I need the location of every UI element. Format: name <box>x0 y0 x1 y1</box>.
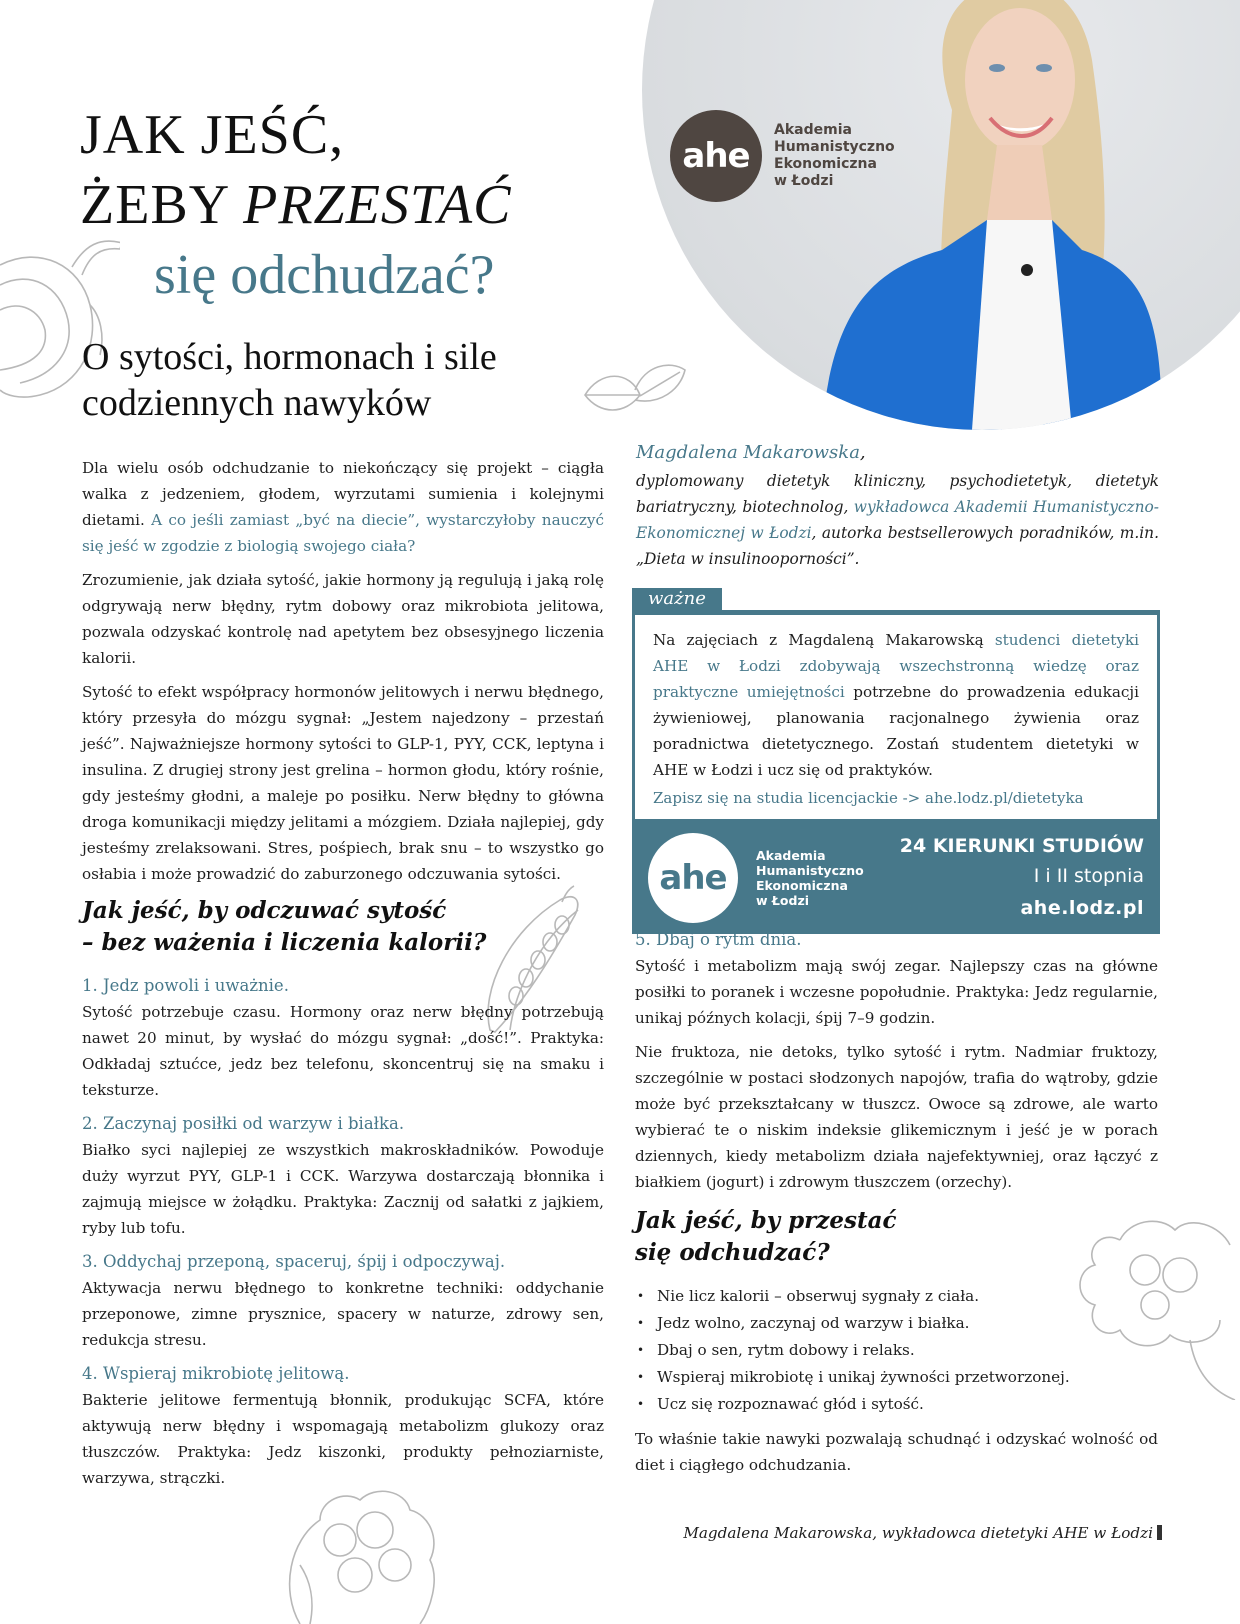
title-line-3: się odchudzać? <box>154 244 495 306</box>
list-item: • Jedz wolno, zaczynaj od warzyw i białka. <box>635 1310 1158 1337</box>
article-title <box>80 100 640 310</box>
step-title: 4. Wspieraj mikrobiotę jelitową. <box>82 1364 350 1383</box>
title-line-1: JAK JEŚĆ, <box>80 104 345 166</box>
author-photo <box>642 0 1240 430</box>
list-item: • Nie licz kalorii – obserwuj sygnały z ciała. <box>635 1283 1158 1310</box>
banner-headline: 24 KIERUNKI STUDIÓW <box>899 835 1144 857</box>
list-item: • Dbaj o sen, rytm dobowy i relaks. <box>635 1337 1158 1364</box>
author-portrait-illustration <box>642 0 1240 430</box>
banner-website-link[interactable]: ahe.lodz.pl <box>1020 897 1144 919</box>
left-column <box>82 455 604 1499</box>
article-subtitle: O sytości, hormonach i sile codziennych nawyków <box>82 336 497 424</box>
step-title: 1. Jedz powoli i uważnie. <box>82 976 289 995</box>
important-box <box>632 588 1160 934</box>
step-2 <box>82 1111 604 1241</box>
step-title: 2. Zaczynaj posiłki od warzyw i białka. <box>82 1114 405 1133</box>
important-tab-label: ważne <box>632 588 722 610</box>
ahe-logo-wordmark: Akademia Humanistyczno Ekonomiczna w Łodzi <box>774 122 895 189</box>
section1-heading: Jak jeść, by odczuwać sytość – bez ważenia i liczenia kalorii? <box>82 897 487 956</box>
step-4 <box>82 1361 604 1491</box>
article-signature: Magdalena Makarowska, wykładowca dietetyki AHE w Łodzi <box>640 1520 1162 1546</box>
fructose-paragraph: Nie fruktoza, nie detoks, tylko sytość i rytm. Nadmiar fruktozy, szczególnie w postaci słodzonych napojów, trafia do wątroby, gdzie może być przekształcany w tłuszcz. Owoce są zdrowe, ale warto wybierać te o niskim indeksie glikemicznym i jeść je w porach dziennych, kiedy metabolizm działa najefektywniej, oraz łączyć z białkiem (jogurt) i zdrowym tłuszczem (orzechy). <box>635 1043 1158 1191</box>
author-bio: Magdalena Makarowska, dyplomowany dietetyk kliniczny, psychodietetyk, dietetyk bariatryczny, biotechnolog, wykładowca Akademii Humanistyczno-Ekonomicznej w Łodzi, autorka bestsellerowych poradników, m.in. „Dieta w insulinooporności”. <box>636 442 1159 568</box>
banner-text <box>900 831 1144 925</box>
ahe-promo-banner[interactable] <box>632 822 1160 934</box>
intro-paragraph-2: Zrozumienie, jak działa sytość, jakie hormony ją regulują i jaką rolę odgrywają nerw błędny, rytm dobowy oraz mikrobiota jelitowa, pozwala odzyskać kontrolę nad apetytem bez obsesyjnego liczenia kalorii. <box>82 571 604 667</box>
closing-paragraph: To właśnie takie nawyki pozwalają schudnąć i odzyskać wolność od diet i ciągłego odchudzania. <box>635 1430 1158 1474</box>
list-item: • Ucz się rozpoznawać głód i sytość. <box>635 1391 1158 1418</box>
enroll-link[interactable]: Zapisz się na studia licencjackie -> ahe.lodz.pl/dietetyka <box>653 789 1084 807</box>
intro-paragraph-3: Sytość to efekt współpracy hormonów jelitowych i nerwu błędnego, który przesyła do mózgu sygnał: „Jestem najedzony – przestań jeść”. Najważniejsze hormony sytości to GLP-1, PYY, CCK, leptyna i insulina. Z drugiej strony jest grelina – hormon głodu, który rośnie, gdy jesteśmy głodni, a maleje po posiłku. Nerw błędny to główna droga komunikacji między jelitami a mózgiem. Działa najlepiej, gdy jesteśmy zrelaksowani. Stres, pośpiech, brak snu – to wszystko go osłabia i może prowadzić do zaburzonego odczuwania sytości. <box>82 683 604 883</box>
ahe-logo-mark-icon: ahe <box>670 110 762 202</box>
step-1 <box>82 973 604 1103</box>
section2-heading: Jak jeść, by przestać się odchudzać? <box>635 1207 897 1266</box>
list-item: • Wspieraj mikrobiotę i unikaj żywności przetworzonej. <box>635 1364 1158 1391</box>
author-name: Magdalena Makarowska, <box>636 442 866 463</box>
ahe-logo-mark-icon: ahe <box>648 833 738 923</box>
step-title: 3. Oddychaj przeponą, spaceruj, śpij i odpoczywaj. <box>82 1252 506 1271</box>
end-mark-icon <box>1157 1525 1162 1540</box>
step-body: Sytość potrzebuje czasu. Hormony oraz nerw błędny potrzebują nawet 20 minut, by wysłać do mózgu sygnał: „dość!”. Praktyka: Odkładaj sztućce, jedz bez telefonu, skoncentruj się na smaku i teksturze. <box>82 1003 604 1099</box>
step-body: Sytość i metabolizm mają swój zegar. Najlepszy czas na główne posiłki to poranek i wczesne popołudnie. Praktyka: Jedz regularnie, unikaj późnych kolacji, śpij 7–9 godzin. <box>635 957 1158 1027</box>
important-box-content: Na zajęciach z Magdaleną Makarowską studenci dietetyki AHE w Łodzi zdobywają wszechstronną wiedzę oraz praktyczne umiejętności potrzebne do prowadzenia edukacji żywieniowej, planowania racjonalnego żywienia oraz poradnictwa dietetycznego. Zostań studentem dietetyki w AHE w Łodzi i ucz się od praktyków. Zapisz się na studia licencjackie -> ahe.lodz.pl/dietetyka <box>632 610 1160 822</box>
intro-highlight: A co jeśli zamiast „być na diecie”, wystarczyłoby nauczyć się jeść w zgodzie z biologią swojego ciała? <box>82 511 604 555</box>
title-line-2: ŻEBY PRZESTAĆ <box>80 174 512 236</box>
step-3 <box>82 1249 604 1353</box>
banner-levels: I i II stopnia <box>1033 865 1144 887</box>
title-emphasis: PRZESTAĆ <box>243 174 512 236</box>
ahe-logo-wordmark: Akademia Humanistyczno Ekonomiczna w Łodzi <box>756 848 864 908</box>
right-column <box>635 925 1158 1486</box>
ahe-logo-header[interactable] <box>670 110 895 202</box>
step-body: Bakterie jelitowe fermentują błonnik, produkując SCFA, które aktywują nerw błędny i wspomagają metabolizm glukozy oraz tłuszczów. Praktyka: Jedz kiszonki, produkty pełnoziarniste, warzywa, strączki. <box>82 1391 604 1487</box>
step-title: 5. Dbaj o rytm dnia. <box>635 930 802 949</box>
tips-list <box>635 1283 1158 1418</box>
step-body: Białko syci najlepiej ze wszystkich makroskładników. Powoduje duży wyrzut PYY, GLP-1 i CCK. Warzywa dostarczają błonnika i zajmują miejsce w żołądku. Praktyka: Zacznij od sałatki z jajkiem, ryby lub tofu. <box>82 1141 604 1237</box>
intro-paragraph-1: Dla wielu osób odchudzanie to niekończący się projekt – ciągła walka z jedzeniem, głodem, wyrzutami sumienia i kolejnymi dietami. A co jeśli zamiast „być na diecie”, wystarczyłoby nauczyć się jeść w zgodzie z biologią swojego ciała? <box>82 459 604 555</box>
author-affiliation-link[interactable]: wykładowca Akademii Humanistyczno-Ekonomicznej w Łodzi <box>636 498 1159 542</box>
step-5 <box>635 927 1158 1031</box>
step-body: Aktywacja nerwu błędnego to konkretne techniki: oddychanie przeponowe, zimne prysznice, spacery w naturze, zdrowy sen, redukcja stresu. <box>82 1279 604 1349</box>
